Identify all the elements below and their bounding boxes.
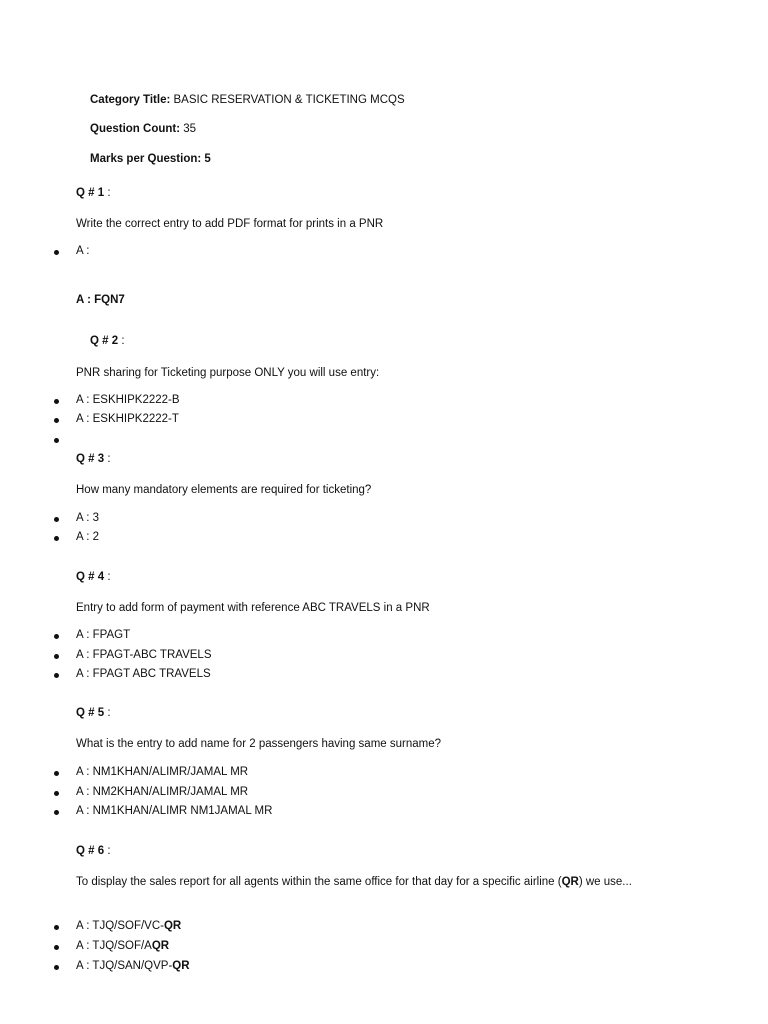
bullet-icon — [54, 438, 59, 443]
question-5-option-3: A : NM1KHAN/ALIMR NM1JAMAL MR — [0, 805, 768, 821]
bullet-icon — [54, 399, 59, 404]
question-3-text: How many mandatory elements are required for ticketing? — [76, 484, 372, 496]
bullet-icon — [54, 536, 59, 541]
category-title-value: BASIC RESERVATION & TICKETING MCQS — [173, 94, 405, 106]
question-2-option-2: A : ESKHIPK2222-T — [0, 413, 768, 429]
question-6-text: To display the sales report for all agents within the same office for that day for a specific airline (QR) we use... — [76, 876, 632, 888]
bullet-icon — [54, 250, 59, 255]
bullet-icon — [54, 654, 59, 659]
question-5-option-1: A : NM1KHAN/ALIMR/JAMAL MR — [0, 766, 768, 782]
question-1-answer: A : FQN7 — [76, 294, 125, 306]
question-4-text: Entry to add form of payment with reference ABC TRAVELS in a PNR — [76, 602, 430, 614]
bullet-icon — [54, 673, 59, 678]
marks-per-question-value: 5 — [204, 153, 211, 165]
question-6-option-1: A : TJQ/SOF/VC-QR — [0, 920, 768, 936]
bullet-icon — [54, 517, 59, 522]
question-2-heading: Q # 2 : — [90, 335, 125, 347]
question-count-value: 35 — [183, 123, 197, 135]
category-title-line — [90, 94, 405, 106]
question-count-line — [90, 123, 196, 135]
bullet-icon — [54, 418, 59, 423]
bullet-icon — [54, 925, 59, 930]
question-4-option-3: A : FPAGT ABC TRAVELS — [0, 668, 768, 684]
marks-per-question-label: Marks per Question: — [90, 153, 202, 165]
question-6-option-2: A : TJQ/SOF/AQR — [0, 940, 768, 956]
question-5-text: What is the entry to add name for 2 passengers having same surname? — [76, 738, 442, 750]
question-2-text: PNR sharing for Ticketing purpose ONLY you will use entry: — [76, 367, 380, 379]
question-1-option-1: A : — [0, 245, 768, 261]
question-4-option-2: A : FPAGT-ABC TRAVELS — [0, 649, 768, 665]
bullet-icon — [54, 810, 59, 815]
question-6-heading: Q # 6 : — [76, 845, 111, 857]
question-3-heading: Q # 3 : — [76, 453, 111, 465]
bullet-icon — [54, 771, 59, 776]
question-4-heading: Q # 4 : — [76, 571, 111, 583]
question-2-option-1: A : ESKHIPK2222-B — [0, 394, 768, 410]
question-5-option-2: A : NM2KHAN/ALIMR/JAMAL MR — [0, 786, 768, 802]
question-2-option-3 — [0, 433, 768, 449]
question-4-option-1: A : FPAGT — [0, 629, 768, 645]
bullet-icon — [54, 791, 59, 796]
question-count-label: Question Count: — [90, 123, 181, 135]
question-1-heading: Q # 1 : — [76, 187, 111, 199]
question-5-heading: Q # 5 : — [76, 707, 111, 719]
bullet-icon — [54, 945, 59, 950]
question-1-text: Write the correct entry to add PDF format for prints in a PNR — [76, 218, 384, 230]
marks-per-question-line — [90, 153, 211, 165]
bullet-icon — [54, 965, 59, 970]
bullet-icon — [54, 634, 59, 639]
question-6-option-3: A : TJQ/SAN/QVP-QR — [0, 960, 768, 976]
question-3-option-2: A : 2 — [0, 531, 768, 547]
question-3-option-1: A : 3 — [0, 512, 768, 528]
category-title-label: Category Title: — [90, 94, 171, 106]
